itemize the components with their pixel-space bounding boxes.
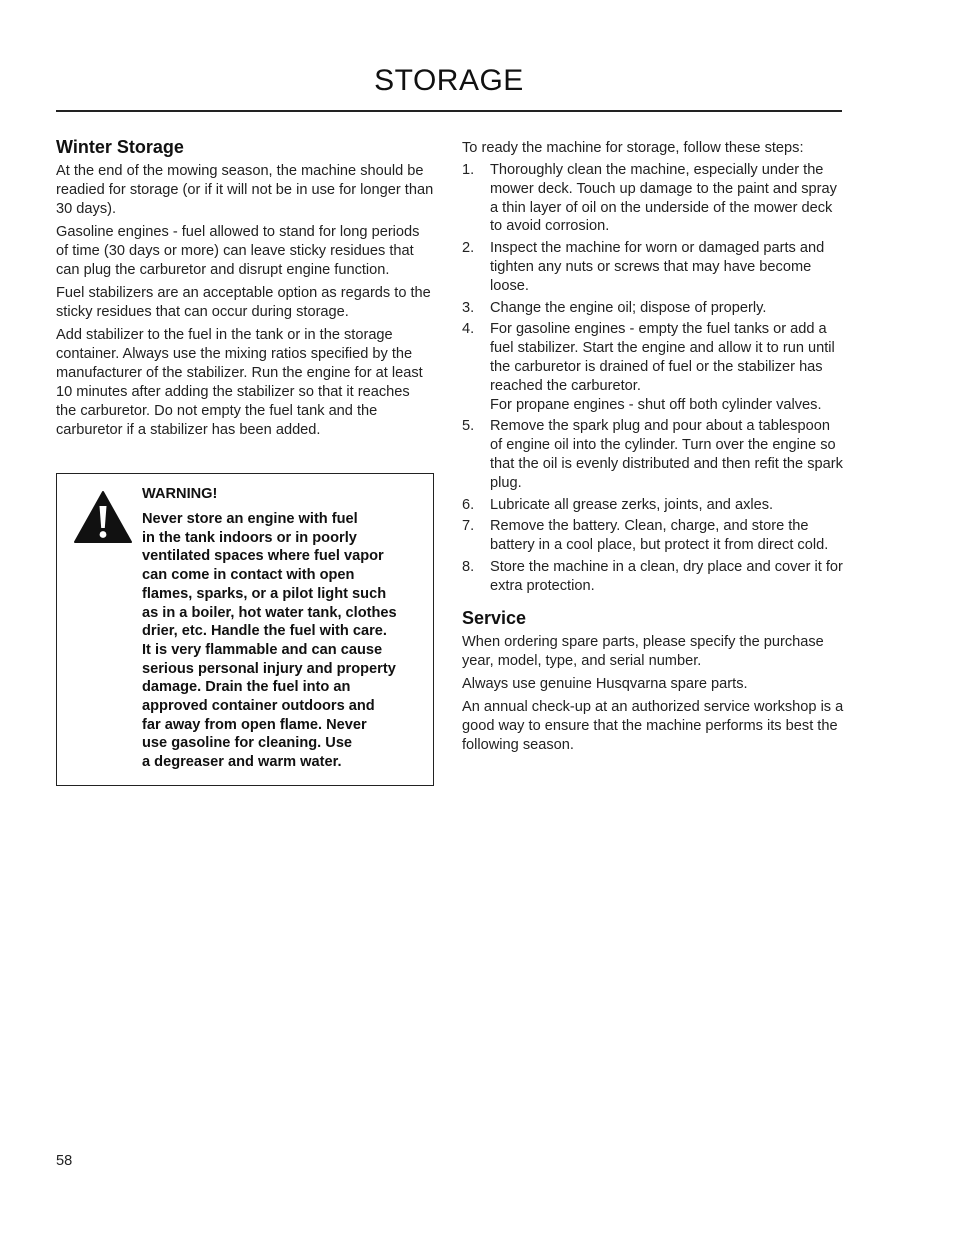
service-paragraph: When ordering spare parts, please specify the purchase year, model, type, and serial number. [462,633,824,669]
winter-storage-heading: Winter Storage [56,137,184,157]
winter-storage-section [56,137,434,444]
warning-box [56,473,434,786]
list-item: 8. Store the machine in a clean, dry place and cover it for extra protection. [462,558,843,594]
storage-steps-list [462,161,844,596]
warning-label: WARNING! [142,486,218,502]
list-item: 1. Thoroughly clean the machine, especially under the mower deck. Touch up damage to the paint and spray a thin layer of oil on the underside of the mower deck to avoid corrosion. [462,162,837,235]
steps-intro: To ready the machine for storage, follow these steps: [462,140,804,156]
list-item: 7. Remove the battery. Clean, charge, and store the battery in a cool place, but protect it from direct cold. [462,518,829,554]
list-item: 3. Change the engine oil; dispose of properly. [462,299,767,316]
list-item: 2. Inspect the machine for worn or damaged parts and tighten any nuts or screws that may have become loose. [462,240,825,294]
list-item: 4. For gasoline engines - empty the fuel tanks or add a fuel stabilizer. Start the engine and allow it to run until the carburetor is drained of fuel or the stabilizer has reached the carburetor. For propane engines - shut off both cylinder valves. [462,321,835,413]
winter-paragraph: Fuel stabilizers are an acceptable option as regards to the sticky residues that can occur during storage. [56,285,431,320]
winter-paragraph: Add stabilizer to the fuel in the tank or in the storage container. Always use the mixing ratios specified by the manufacturer of the stabilizer. Run the engine for at least 10 minutes after adding the stabilizer so that it reaches the carburetor. Do not empty the fuel tank and the carburetor if a stabilizer has been added. [56,327,423,438]
storage-steps-section [462,137,844,759]
title-divider [56,110,842,112]
list-item: 6. Lubricate all grease zerks, joints, and axles. [462,496,774,513]
winter-paragraph: At the end of the mowing season, the machine should be readied for storage (or if it will not be in use for longer than 30 days). [56,163,434,217]
page-title: STORAGE [374,64,524,97]
winter-paragraph: Gasoline engines - fuel allowed to stand for long periods of time (30 days or more) can leave sticky residues that can plug the carburetor and disrupt engine function. [56,224,420,278]
service-heading: Service [462,607,527,628]
warning-triangle-icon [73,490,133,544]
warning-text: Never store an engine with fuel in the tank indoors or in poorly ventilated spaces where fuel vapor can come in contact with open flames, sparks, or a pilot light such as in a boiler, hot water tank, clothes drier, etc. Handle the fuel with care. It is very flammable and can cause serious personal injury and property damage. Drain the fuel into an approved container outdoors and far away from open flame. Never use gasoline for cleaning. Use a degreaser and warm water. [142,511,397,771]
page-number: 58 [56,1153,73,1169]
service-paragraph: Always use genuine Husqvarna spare parts. [462,675,748,692]
service-paragraph: An annual check-up at an authorized service workshop is a good way to ensure that the machine performs its best the following season. [462,698,844,753]
list-item: 5. Remove the spark plug and pour about a tablespoon of engine oil into the cylinder. Turn over the engine so that the oil is evenly distributed and then refit the spark plug. [462,418,843,491]
